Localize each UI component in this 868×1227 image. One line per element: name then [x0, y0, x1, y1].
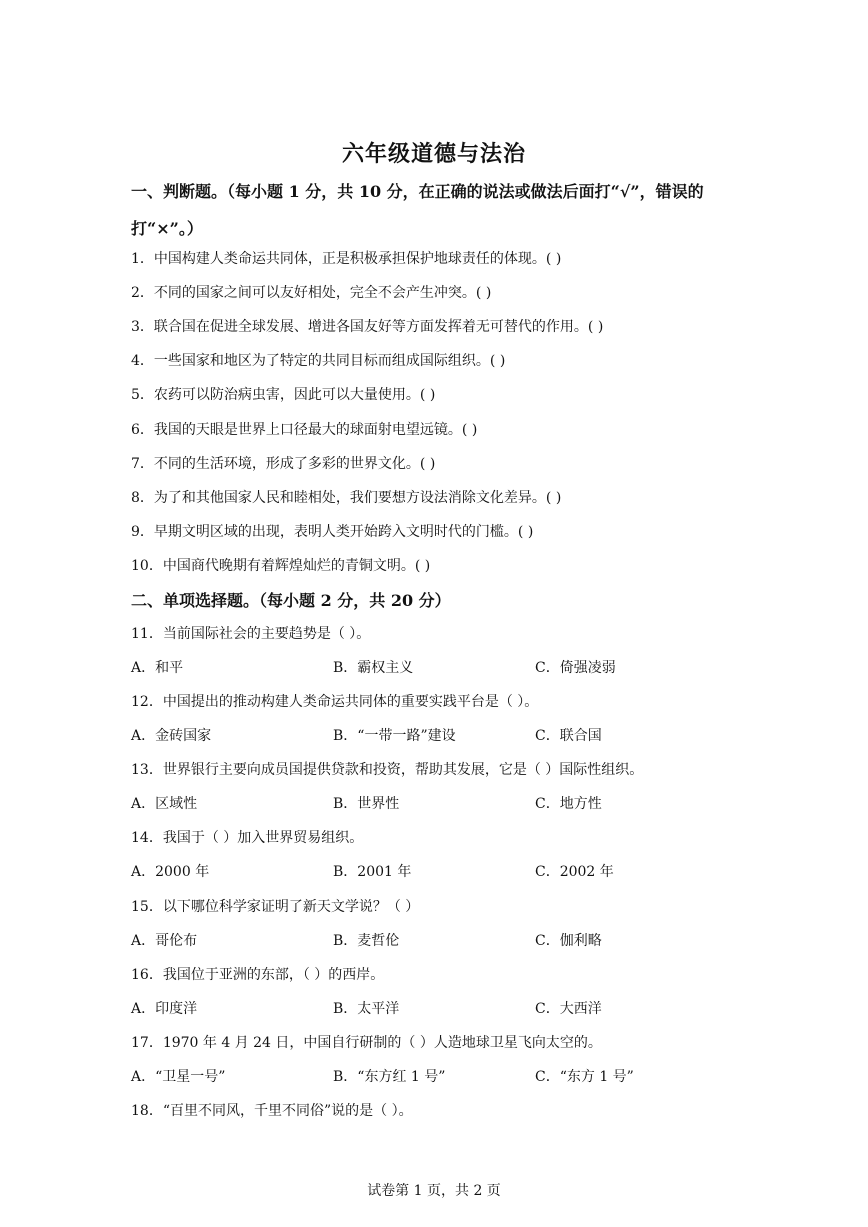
option-b: B．“一带一路”建设 — [333, 728, 456, 744]
judge-item-7: 7．不同的生活环境，形成了多彩的世界文化。( ) — [131, 456, 436, 472]
section1-heading-line2: 打“×”。） — [131, 219, 203, 238]
judge-item-10: 10．中国商代晚期有着辉煌灿烂的青铜文明。( ) — [131, 558, 431, 574]
choice-options-15 — [131, 931, 691, 951]
option-b: B．太平洋 — [333, 1001, 400, 1017]
option-b: B．霸权主义 — [333, 660, 414, 676]
option-c: C．伽利略 — [535, 933, 602, 949]
judge-item-6: 6．我国的天眼是世界上口径最大的球面射电望远镜。( ) — [131, 422, 478, 438]
option-a: A．金砖国家 — [131, 728, 212, 744]
judge-item-1: 1．中国构建人类命运共同体，正是积极承担保护地球责任的体现。( ) — [131, 251, 562, 267]
choice-options-17 — [131, 1067, 691, 1087]
option-a: A．区域性 — [131, 796, 198, 812]
choice-question-14: 14．我国于（ ）加入世界贸易组织。 — [131, 830, 364, 846]
choice-question-17: 17．1970 年 4 月 24 日，中国自行研制的（ ）人造地球卫星飞向太空的。 — [131, 1035, 602, 1051]
choice-question-15: 15．以下哪位科学家证明了新天文学说？（ ） — [131, 899, 420, 915]
option-c: C．倚强凌弱 — [535, 660, 616, 676]
section2-heading: 二、单项选择题。（每小题 2 分，共 20 分） — [131, 591, 451, 610]
judge-item-4: 4．一些国家和地区为了特定的共同目标而组成国际组织。( ) — [131, 353, 506, 369]
section1-heading — [131, 176, 751, 244]
judge-item-2: 2．不同的国家之间可以友好相处，完全不会产生冲突。( ) — [131, 285, 492, 301]
option-c: C．地方性 — [535, 796, 602, 812]
choice-question-13: 13．世界银行主要向成员国提供贷款和投资，帮助其发展，它是（ ）国际性组织。 — [131, 762, 644, 778]
choice-options-11 — [131, 658, 691, 678]
choice-options-14 — [131, 862, 691, 882]
option-a: A．2000 年 — [131, 864, 210, 880]
option-b: B．世界性 — [333, 796, 400, 812]
option-c: C．2002 年 — [535, 864, 614, 880]
option-b: B．2001 年 — [333, 864, 412, 880]
page-title: 六年级道德与法治 — [341, 141, 526, 167]
judge-item-9: 9．早期文明区域的出现，表明人类开始跨入文明时代的门槛。( ) — [131, 524, 534, 540]
option-a: A．印度洋 — [131, 1001, 198, 1017]
judge-item-5: 5．农药可以防治病虫害，因此可以大量使用。( ) — [131, 387, 436, 403]
choice-question-12: 12．中国提出的推动构建人类命运共同体的重要实践平台是（ ）。 — [131, 694, 539, 710]
section1-heading-line1: 一、判断题。（每小题 1 分，共 10 分，在正确的说法或做法后面打“√”，错误的 — [131, 182, 704, 201]
judge-item-8: 8．为了和其他国家人民和睦相处，我们要想方设法消除文化差异。( ) — [131, 490, 562, 506]
option-b: B．麦哲伦 — [333, 933, 400, 949]
choice-question-11: 11．当前国际社会的主要趋势是（ ）。 — [131, 626, 371, 642]
choice-question-16: 16．我国位于亚洲的东部，（ ）的西岸。 — [131, 967, 385, 983]
choice-question-18: 18．“百里不同风，千里不同俗”说的是（ ）。 — [131, 1103, 413, 1119]
option-c: C．“东方 1 号” — [535, 1069, 634, 1085]
option-a: A．和平 — [131, 660, 184, 676]
option-c: C．大西洋 — [535, 1001, 602, 1017]
choice-options-13 — [131, 794, 691, 814]
option-a: A．“卫星一号” — [131, 1069, 226, 1085]
choice-options-12 — [131, 726, 691, 746]
option-c: C．联合国 — [535, 728, 602, 744]
choice-options-16 — [131, 999, 691, 1019]
option-a: A．哥伦布 — [131, 933, 198, 949]
option-b: B．“东方红 1 号” — [333, 1069, 446, 1085]
page-footer: 试卷第 1 页，共 2 页 — [367, 1183, 501, 1199]
judge-item-3: 3．联合国在促进全球发展、增进各国友好等方面发挥着无可替代的作用。( ) — [131, 319, 604, 335]
